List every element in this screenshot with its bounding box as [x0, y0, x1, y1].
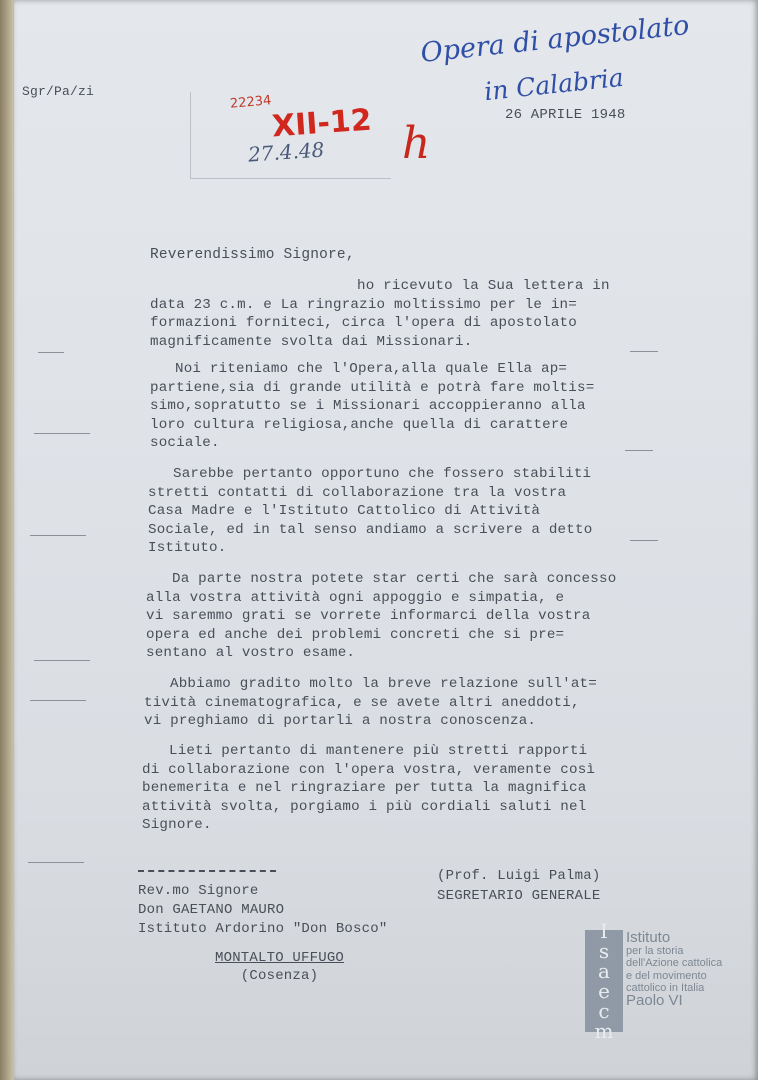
signatory-title: SEGRETARIO GENERALE [437, 888, 601, 904]
logo-line: Istituto [626, 929, 671, 946]
paragraph-line: Casa Madre e l'Istituto Cattolico di Attività [148, 503, 541, 520]
paragraph-5 [144, 675, 597, 731]
paragraph-line: formazioni forniteci, circa l'opera di apostolato [150, 315, 577, 332]
signature-block [437, 866, 600, 906]
paragraph-line: Da parte nostra potete star certi che sarà concesso [172, 571, 617, 587]
recipient-address [138, 882, 387, 939]
paragraph-1 [150, 277, 610, 351]
stamp-number: 22234 [229, 93, 272, 112]
province: (Cosenza) [240, 968, 319, 984]
logo-line: per la storia [626, 944, 684, 957]
letter-date: 26 APRILE 1948 [505, 107, 626, 123]
recipient-city [215, 949, 344, 985]
paragraph-3 [148, 465, 592, 558]
paragraph-line: attività svolta, porgiamo i più cordiali saluti nel [142, 798, 587, 815]
margin-mark [34, 660, 90, 661]
stamp-code: XII-12 [270, 102, 373, 145]
paragraph-line: sociale. [150, 435, 220, 452]
reference-code: Sgr/Pa/zi [22, 84, 95, 99]
paragraph-line: opera ed anche dei problemi concreti che si pre= [146, 626, 565, 643]
archive-logo-monogram [585, 919, 623, 1043]
paragraph-line: loro cultura religiosa,anche quella di carattere [150, 416, 569, 433]
margin-mark [30, 535, 86, 536]
paragraph-line: Sociale, ed in tal senso andiamo a scrivere a detto [148, 521, 593, 538]
margin-mark [28, 862, 84, 863]
recipient-line: Istituto Ardorino "Don Bosco" [138, 921, 388, 937]
logo-line: dell'Azione cattolica [626, 957, 723, 969]
paragraph-line: simo,sopratutto se i Missionari accoppieranno alla [150, 398, 586, 415]
paragraph-line: alla vostra attività ogni appoggio e simpatia, e [146, 589, 565, 606]
paragraph-line: tività cinematografica, e se avete altri aneddoti, [144, 694, 580, 711]
salutation: Reverendissimo Signore, [150, 247, 355, 263]
paragraph-4 [146, 570, 616, 663]
paragraph-line: data 23 c.m. e La ringrazio moltissimo per le in= [150, 296, 577, 313]
monogram-letter: I [600, 919, 608, 943]
paragraph-line: vi preghiamo di portarli a nostra conoscenza. [144, 713, 537, 730]
monogram-letter: e [598, 979, 610, 1003]
closing-rule [138, 870, 276, 872]
margin-mark [625, 450, 653, 451]
paragraph-line: Abbiamo gradito molto la breve relazione sull'at= [170, 676, 597, 692]
paragraph-line: Noi riteniamo che l'Opera,alla quale Ella ap= [175, 361, 568, 377]
paragraph-line: ho ricevuto la Sua lettera in [357, 278, 610, 294]
stamp-mark: h [402, 118, 431, 169]
archive-logo-text [626, 929, 746, 1009]
margin-mark [38, 352, 64, 353]
margin-mark [630, 540, 658, 541]
paragraph-line: partiene,sia di grande utilità e potrà fare moltis= [150, 379, 595, 396]
monogram-letter: a [598, 959, 610, 983]
stamp-received-date: 27.4.48 [247, 137, 326, 167]
margin-mark [34, 433, 90, 434]
logo-line: Paolo VI [626, 991, 683, 1009]
archive-logo [585, 919, 745, 1043]
paragraph-line: vi saremmo grati se vorrete informarci della vostra [146, 608, 591, 625]
signatory-name: (Prof. Luigi Palma) [437, 868, 601, 884]
recipient-line: Don GAETANO MAURO [138, 902, 285, 918]
paragraph-line: Lieti pertanto di mantenere più stretti rapporti [169, 743, 588, 759]
paragraph-line: magnificamente svolta dai Missionari. [150, 333, 473, 350]
logo-line: cattolico in Italia [626, 982, 705, 994]
paragraph-line: di collaborazione con l'opera vostra, veramente così [142, 761, 596, 778]
paragraph-line: Signore. [142, 817, 212, 834]
margin-mark [30, 700, 86, 701]
paragraph-6 [142, 742, 595, 835]
margin-mark [630, 351, 658, 352]
paragraph-line: benemerita e nel ringraziare per tutta la magnifica [142, 780, 587, 797]
handwritten-note-line-2: in Calabria [482, 62, 625, 107]
handwritten-note-line-1: Opera di apostolato [419, 9, 691, 70]
logo-line: e del movimento [626, 969, 707, 982]
paragraph-2 [150, 360, 594, 453]
city-name: MONTALTO UFFUGO [215, 950, 345, 966]
paragraph-line: Sarebbe pertanto opportuno che fossero stabiliti [173, 466, 592, 482]
paragraph-line: Istituto. [148, 540, 227, 557]
recipient-line: Rev.mo Signore [138, 883, 259, 899]
monogram-letter: s [598, 939, 610, 963]
paragraph-line: stretti contatti di collaborazione tra la vostra [148, 484, 567, 501]
paragraph-line: sentano al vostro esame. [146, 645, 356, 662]
monogram-letter: m [594, 1019, 614, 1043]
monogram-letter: c [598, 999, 610, 1023]
